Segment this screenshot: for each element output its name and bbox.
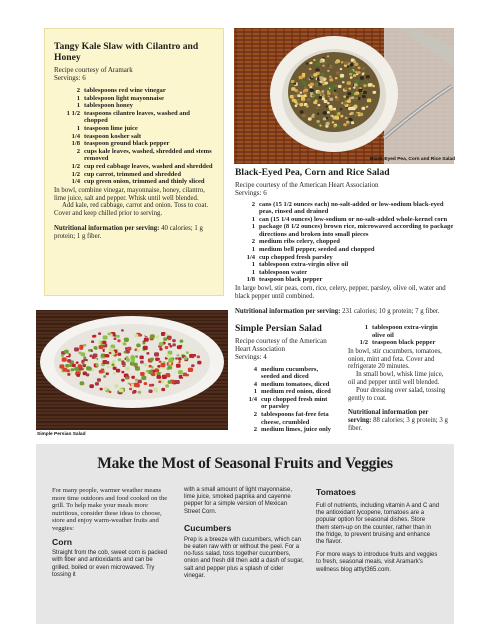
- ingredient-text: tablespoon light mayonnaise: [84, 94, 164, 102]
- ingredient-quantity: 1: [76, 124, 80, 132]
- pea-recipe-credit: Recipe courtesy of the American Heart Association: [235, 180, 379, 189]
- kale-recipe-servings: Servings: 6: [54, 74, 86, 82]
- tomatoes-text: Full of nutrients, including vitamin A and C and the antioxidant lycopene, tomatoes are a popular option for seasonal dishes. Store them stem-up on the counter, rather than in the fridge, to prevent bruising and enhance the flavor.: [316, 503, 440, 546]
- ingredient-text: tablespoons red wine vinegar: [84, 87, 166, 94]
- ingredient-text: tablespoons fat-free feta cheese, crumbled: [261, 411, 329, 426]
- corn-heading: Corn: [52, 536, 73, 547]
- ingredient-row: [235, 238, 455, 246]
- ingredient-quantity: 1: [253, 388, 257, 396]
- ingredient-quantity: 2: [76, 87, 80, 94]
- ingredient-text: package (8 1/2 ounces) brown rice, microwaved according to package directions and broken into small pieces: [259, 223, 454, 238]
- ingredient-row: [235, 411, 335, 426]
- ingredient-row: [235, 246, 455, 254]
- ingredient-quantity: 1/4: [71, 132, 80, 140]
- ingredient-text: medium tomatoes, diced: [261, 380, 330, 388]
- persian-nutrition-text: 88 calories; 3 g protein; 3 g fiber.: [348, 417, 448, 432]
- kale-nutrition-text: 40 calories; 1 g protein; 1 g fiber.: [54, 224, 203, 240]
- ingredient-text: cans (15 1/2 ounces each) no-salt-added or low-sodium black-eyed peas, rinsed and drained: [259, 200, 444, 216]
- ingredient-quantity: 2: [76, 147, 80, 155]
- ingredient-quantity: 1: [251, 223, 255, 231]
- direction-paragraph: In bowl, combine vinegar, mayonnaise, honey, cilantro, lime juice, salt and pepper. Whisk until well blended.: [54, 186, 205, 202]
- ingredient-text: can (15 1/4 ounces) low-sodium or no-salt-added whole-kernel corn: [259, 215, 448, 223]
- ingredient-quantity: 1: [251, 215, 255, 223]
- ingredient-text: cup chopped fresh mint or parsley: [261, 395, 328, 411]
- ingredient-row: [54, 133, 214, 141]
- ingredient-quantity: 2: [253, 411, 257, 419]
- ingredient-text: medium cucumbers, seeded and diced: [261, 365, 319, 381]
- ingredient-row: [54, 148, 214, 163]
- ingredient-text: medium bell pepper, seeded and chopped: [259, 246, 375, 254]
- black-eyed-pea-salad-photo: [234, 28, 454, 164]
- ingredient-quantity: 4: [253, 380, 257, 388]
- persian-ingredient-list-left: [235, 366, 335, 434]
- ingredient-quantity: 1 1/2: [66, 109, 80, 117]
- pea-nutrition-label: Nutritional information per serving:: [235, 307, 341, 315]
- persian-directions: [348, 348, 452, 403]
- persian-nutrition: [348, 409, 452, 432]
- pea-recipe-servings: Servings: 6: [235, 188, 267, 197]
- tomatoes-heading: Tomatoes: [316, 487, 356, 497]
- ingredient-text: cup red cabbage leaves, washed and shredded: [84, 162, 213, 170]
- direction-paragraph: In small bowl, whisk lime juice, oil and pepper until well blended.: [348, 371, 444, 386]
- ingredient-quantity: 1/4: [71, 178, 80, 186]
- kale-recipe-credit: Recipe courtesy of Aramark: [54, 66, 133, 74]
- photo-persian-caption: Simple Persian Salad: [37, 432, 86, 437]
- kale-nutrition: [54, 225, 214, 241]
- ingredient-quantity: 1/8: [71, 140, 80, 148]
- ingredient-text: teaspoon lime juice: [84, 124, 138, 132]
- ingredient-row: [54, 110, 214, 125]
- ingredient-row: [235, 216, 455, 224]
- ingredient-row: [54, 140, 214, 148]
- ingredient-row: [54, 125, 214, 133]
- kale-slaw-recipe-box: [44, 28, 224, 296]
- corn-text: Straight from the cob, sweet corn is packed with fiber and antioxidants and can be grilled, boiled or even microwaved. Try tossing it: [52, 550, 168, 578]
- seasonal-intro: For many people, warmer weather means more time outdoors and food cooked on the grill. To help make your meals more nutritious, consider these ideas to choose, store and enjoy warm-weather fruits and veggies:: [52, 487, 168, 532]
- ingredient-row: [235, 366, 335, 381]
- ingredient-quantity: 2: [251, 238, 255, 246]
- ingredient-row: [348, 324, 452, 339]
- tips-column-3: [316, 487, 440, 574]
- ingredient-row: [54, 178, 214, 186]
- ingredient-text: cups kale leaves, washed, shredded and stems removed: [84, 147, 212, 163]
- ingredient-text: tablespoon extra-virgin olive oil: [259, 261, 349, 269]
- ingredient-quantity: 1/4: [246, 253, 255, 261]
- ingredient-row: [235, 426, 335, 434]
- ingredient-quantity: 1/4: [248, 395, 257, 403]
- tips-column-2: [184, 487, 304, 580]
- direction-paragraph: Add kale, red cabbage, carrot and onion. Toss to coat. Cover and keep chilled prior to serving.: [54, 202, 209, 218]
- ingredient-quantity: 2: [253, 426, 257, 434]
- ingredient-text: medium red onion, diced: [261, 388, 331, 396]
- ingredient-text: cup chopped fresh parsley: [259, 253, 333, 261]
- ingredient-text: teaspoon black pepper: [372, 339, 436, 347]
- cucumbers-heading: Cucumbers: [184, 522, 232, 533]
- pea-salad-recipe: [235, 168, 455, 315]
- ingredient-row: [235, 381, 335, 389]
- direction-paragraph: Pour dressing over salad, tossing gently to coat.: [348, 386, 446, 402]
- ingredient-quantity: 1/8: [246, 276, 255, 284]
- ingredient-row: [54, 102, 214, 110]
- persian-recipe-right: [348, 324, 452, 433]
- pea-ingredient-list: [235, 201, 455, 285]
- ingredient-row: [235, 261, 455, 269]
- ingredient-quantity: 1: [76, 102, 80, 110]
- ingredient-quantity: 1: [251, 268, 255, 276]
- ingredient-row: [235, 201, 455, 216]
- cucumbers-text: Prep is a breeze with cucumbers, which can be eaten raw with or without the peel. For a no-fuss salad, toss together cucumbers, onion and fresh dill then add a dash of sugar, salt and pepper plus a splash of cider vinegar.: [184, 536, 304, 579]
- persian-recipe-credit: Recipe courtesy of the American Heart Association: [235, 336, 327, 353]
- ingredient-text: teaspoon kosher salt: [84, 132, 142, 140]
- ingredient-row: [54, 87, 214, 95]
- persian-salad-photo: [36, 310, 228, 430]
- ingredient-text: teaspoon ground black pepper: [84, 140, 170, 148]
- persian-ingredient-list-right: [348, 324, 452, 347]
- seasonal-headline: Make the Most of Seasonal Fruits and Veggies: [97, 455, 393, 472]
- persian-nutrition-label: Nutritional information per serving:: [348, 409, 429, 425]
- kale-ingredient-list: [54, 87, 214, 186]
- photo-top-caption: Black-Eyed Pea, Corn and Rice Salad: [370, 157, 456, 162]
- pea-nutrition-text: 231 calories; 10 g protein; 7 g fiber.: [342, 307, 440, 315]
- ingredient-quantity: 4: [253, 365, 257, 373]
- ingredient-row: [235, 396, 335, 411]
- ingredient-quantity: 1: [251, 246, 255, 254]
- kale-recipe-title: Tangy Kale Slaw with Cilantro and Honey: [54, 41, 199, 63]
- direction-paragraph: In bowl, stir cucumbers, tomatoes, onion, mint and feta. Cover and refrigerate 20 minutes.: [348, 347, 442, 371]
- more-info-text: For more ways to introduce fruits and veggies to fresh, seasonal meals, visit Aramark's wellness blog attlyt365.com.: [316, 552, 438, 573]
- pea-directions: In large bowl, stir peas, corn, rice, celery, pepper, parsley, olive oil, water and black pepper until combined.: [235, 285, 446, 300]
- corn-text-continued: with a small amount of light mayonnaise, lime juice, smoked paprika and cayenne pepper for a simple version of Mexican Street Corn.: [184, 487, 293, 515]
- ingredient-row: [54, 163, 214, 171]
- ingredient-row: [235, 223, 455, 238]
- ingredient-row: [235, 276, 455, 284]
- persian-recipe-left: [235, 324, 335, 434]
- ingredient-text: tablespoon extra-virgin olive oil: [372, 324, 438, 339]
- persian-recipe-servings: Servings: 4: [235, 352, 267, 361]
- ingredient-row: [54, 95, 214, 103]
- ingredient-text: tablespoon water: [259, 268, 308, 276]
- ingredient-row: [235, 269, 455, 277]
- pea-recipe-title: Black-Eyed Pea, Corn and Rice Salad: [235, 167, 390, 178]
- ingredient-row: [54, 171, 214, 179]
- ingredient-row: [235, 254, 455, 262]
- kale-directions: [54, 187, 214, 218]
- ingredient-quantity: 1/2: [359, 339, 368, 347]
- ingredient-quantity: 1: [251, 261, 255, 269]
- ingredient-text: teaspoon black pepper: [259, 276, 323, 284]
- ingredient-text: tablespoon honey: [84, 102, 133, 110]
- ingredient-quantity: 1/2: [71, 162, 80, 170]
- persian-recipe-title: Simple Persian Salad: [235, 323, 322, 334]
- ingredient-quantity: 1/2: [71, 170, 80, 178]
- tips-column-1: [52, 487, 172, 579]
- ingredient-text: medium ribs celery, chopped: [259, 238, 340, 246]
- ingredient-row: [235, 388, 335, 396]
- ingredient-row: [348, 339, 452, 347]
- ingredient-quantity: 1: [76, 94, 80, 102]
- ingredient-quantity: 2: [251, 200, 255, 208]
- ingredient-text: teaspoons cilantro leaves, washed and chopped: [84, 109, 190, 125]
- ingredient-text: cup green onion, trimmed and thinly sliced: [84, 178, 205, 186]
- pea-nutrition: [235, 308, 455, 316]
- kale-nutrition-label: Nutritional information per serving:: [54, 224, 160, 232]
- ingredient-text: medium limes, juice only: [261, 426, 331, 434]
- ingredient-quantity: 1: [364, 324, 368, 331]
- ingredient-text: cup carrot, trimmed and shredded: [84, 170, 182, 178]
